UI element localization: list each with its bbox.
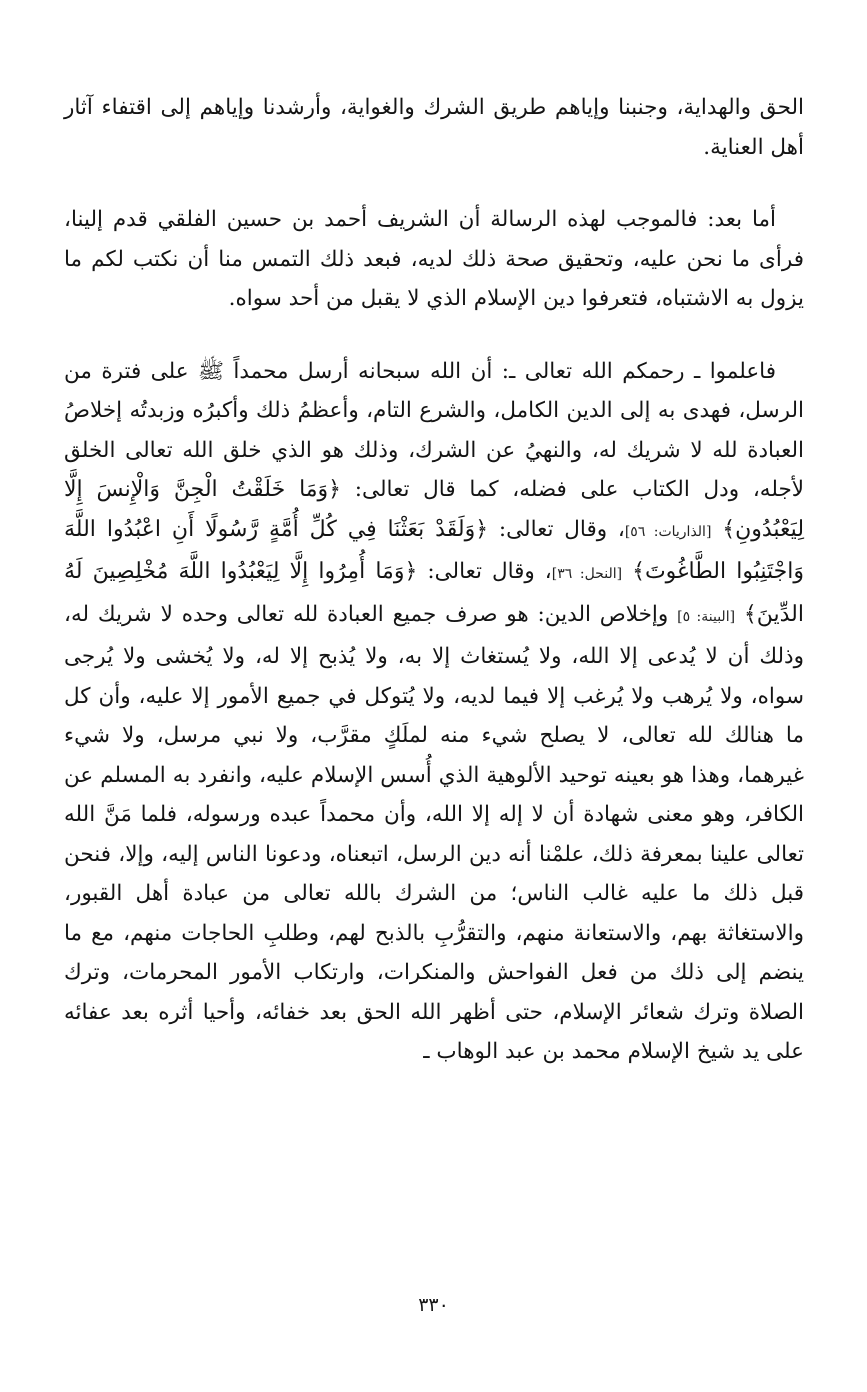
quran-verse: ﴿وَلَقَدْ بَعَثْنَا فِي كُلِّ أُمَّةٍ رَّسُولًا أَنِ اعْبُدُوا اللَّهَ وَاجْتَنِبُوا الطَّاغُوتَ﴾ (64, 516, 804, 584)
verse-reference: [البينة: ٥] (677, 608, 736, 625)
text-segment: فاعلموا ـ رحمكم الله تعالى ـ: أن الله سبحانه أرسل محمداً ﷺ على فترة من الرسل، فهدى به إلى الدين الكامل، والشرع التام، وأعظمُ ذلك وأكبرُه وزبدتُه إخلاصُ العبادة لله لا شريك له، والنهيُ عن الشرك، وذلك هو الذي خلق الله تعالى الخلق لأجله، ودل الكتاب على فضله، كما قال تعالى: (64, 358, 804, 502)
text-segment: وإخلاص الدين: هو صرف جميع العبادة لله تعالى وحده لا شريك له، وذلك أن لا يُدعى إلا الله، ولا يُستغاث إلا به، ولا يُذبح إلا له، ولا يُخشى ولا يُرجى سواه، ولا يُرهب ولا يُرغب إلا فيما لديه، ولا يُتوكل في جميع الأمور إلا عليه، وأن كل ما هنالك لله تعالى، لا يصلح شيء منه لملَكٍ مقرَّب، ولا نبي مرسل، ولا شيء غيرهما، وهذا هو بعينه توحيد الألوهية الذي أُسس الإسلام عليه، وانفرد به المسلم عن الكافر، وهو معنى شهادة أن لا إله إلا الله، وأن محمداً عبده ورسوله، فلما مَنَّ الله تعالى علينا بمعرفة ذلك، علمْنا أنه دين الرسل، اتبعناه، ودعونا الناس إليه، وإلا، فنحن قبل ذلك ما عليه غالب الناس؛ من الشرك بالله تعالى من عبادة أهل القبور، والاستغاثة بهم، والاستعانة منهم، والتقرُّبِ بالذبح لهم، وطلبِ الحاجات منهم، مع ما ينضم إلى ذلك من فعل الفواحش والمنكرات، وارتكاب الأمور المحرمات، وترك الصلاة وترك شعائر الإسلام، حتى أظهر الله الحق بعد خفائه، وأحيا أثره بعد عفائه على يد شيخ الإسلام محمد بن عبد الوهاب ـ (64, 601, 804, 1064)
paragraph-opening: الحق والهداية، وجنبنا وإياهم طريق الشرك والغواية، وأرشدنا وإياهم إلى اقتفاء آثار أهل العناية. (64, 95, 804, 160)
paragraph-purpose: أما بعد: فالموجب لهذه الرسالة أن الشريف أحمد بن حسين الفلقي قدم إلينا، فرأى ما نحن عليه، وتحقيق صحة ذلك لديه، فبعد ذلك التمس منا أن نكتب لكم ما يزول به الاشتباه، فتعرفوا دين الإسلام الذي لا يقبل من أحد سواه. (64, 207, 804, 311)
paragraph-gap (64, 167, 804, 200)
page-body (64, 88, 804, 1072)
verse-reference: [الذاريات: ٥٦] (624, 523, 712, 540)
verse-reference: [النحل: ٣٦] (551, 566, 623, 582)
quran-verse: ﴿وَمَا خَلَقْتُ الْجِنَّ وَالْإِنسَ إِلَّا لِيَعْبُدُونِ﴾ (64, 477, 805, 542)
text-segment: ، وقال تعالى: (417, 559, 552, 584)
text-segment: ، وقال تعالى: (488, 516, 625, 542)
paragraph-gap (64, 319, 804, 352)
paragraph-tawhid (64, 352, 804, 1072)
quran-verse: ﴿وَمَا أُمِرُوا إِلَّا لِيَعْبُدُوا اللَّهَ مُخْلِصِينَ لَهُ الدِّينَ﴾ (64, 559, 804, 627)
page-number: ٣٣٠ (418, 1294, 449, 1316)
